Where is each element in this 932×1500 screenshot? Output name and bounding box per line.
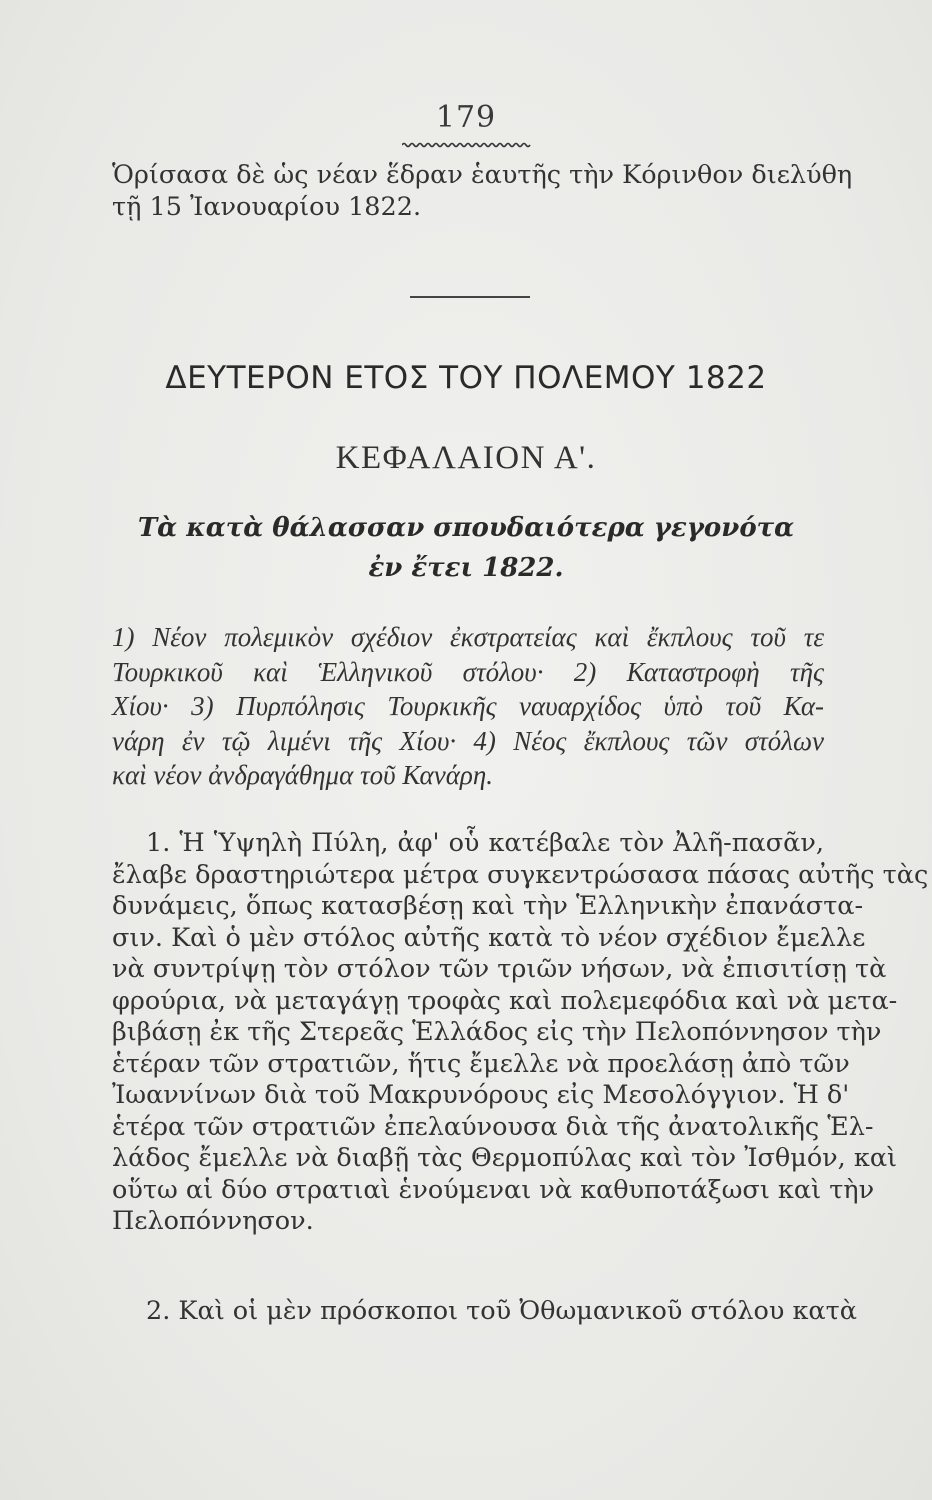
text-line: Ὁρίσασα δὲ ὡς νέαν ἕδραν ἑαυτῆς τὴν Κόρινθον διελύθη <box>112 160 853 190</box>
summary-line: νάρη ἐν τῷ λιμένι τῆς Χίου· 4) Νέος ἔκπλους τῶν στόλων <box>112 725 824 756</box>
text-line: ἑτέρα τῶν στρατιῶν ἐπελαύνουσα διὰ τῆς ἀνατολικῆς Ἑλ- <box>112 1111 874 1142</box>
text-line: φρούρια, νὰ μεταγάγῃ τροφὰς καὶ πολεμεφόδια καὶ νὰ μετα- <box>112 985 898 1016</box>
text-line: Ἰωαννίνων διὰ τοῦ Μακρυνόρους εἰς Μεσολόγγιον. Ἡ δ' <box>112 1080 850 1110</box>
text-line: οὕτω αἱ δύο στρατιαὶ ἑνούμεναι νὰ καθυποτάξωσι καὶ τὴν <box>112 1174 875 1205</box>
summary-line: 1) Νέον πολεμικὸν σχέδιον ἐκστρατείας καὶ ἔκπλους τοῦ τε <box>112 622 824 652</box>
ornamental-rule <box>402 142 532 148</box>
text-line: Πελοπόννησον. <box>112 1206 314 1236</box>
chapter-title-line: Τὰ κατὰ θάλασσαν σπουδαιότερα γεγονότα <box>137 513 795 543</box>
text-line: λάδος ἔμελλε νὰ διαβῇ τὰς Θερμοπύλας καὶ τὸν Ἰσθμόν, καὶ <box>112 1143 898 1173</box>
chapter-summary <box>112 620 824 793</box>
text-line: 2. Καὶ οἱ μὲν πρόσκοποι τοῦ Ὀθωμανικοῦ στόλου κατὰ <box>146 1296 857 1326</box>
text-line: ἔλαβε δραστηριώτερα μέτρα συγκεντρώσασα πάσας αὐτῆς τὰς <box>112 859 929 890</box>
text-line: σιν. Καὶ ὁ μὲν στόλος αὐτῆς κατὰ τὸ νέον σχέδιον ἔμελλε <box>112 922 866 953</box>
text-line: δυνάμεις, ὅπως κατασβέσῃ καὶ τὴν Ἑλληνικὴν ἐπανάστα- <box>112 891 864 921</box>
section-divider <box>410 296 530 298</box>
summary-line: Τουρκικοῦ καὶ Ἑλληνικοῦ στόλου· 2) Καταστροφὴ τῆς <box>112 656 824 687</box>
text-line: 1. Ἡ Ὑψηλὴ Πύλη, ἀφ' οὗ κατέβαλε τὸν Ἀλῆ-πασᾶν, <box>146 828 824 858</box>
chapter-heading: ΚΕΦΑΛΑΙΟΝ Α'. <box>335 440 597 476</box>
paragraph-2 <box>112 1296 857 1328</box>
summary-line: καὶ νέον ἀνδραγάθημα τοῦ Κανάρη. <box>112 760 493 790</box>
opening-paragraph <box>112 160 853 223</box>
paragraph-1 <box>112 828 929 1238</box>
part-heading: ΔΕΥΤΕΡΟΝ ΕΤΟΣ ΤΟΥ ΠΟΛΕΜΟΥ 1822 <box>165 360 767 396</box>
text-line: τῇ 15 Ἰανουαρίου 1822. <box>112 191 422 222</box>
summary-line: Χίου· 3) Πυρπόλησις Τουρκικῆς ναυαρχίδος ὑπὸ τοῦ Κα- <box>112 691 824 721</box>
chapter-title-line: ἐν ἔτει 1822. <box>368 553 564 583</box>
chapter-title <box>0 508 932 588</box>
text-line: ἑτέραν τῶν στρατιῶν, ἥτις ἔμελλε νὰ προελάσῃ ἀπὸ τῶν <box>112 1048 850 1079</box>
page-number: 179 <box>435 100 497 135</box>
text-line: βιβάσῃ ἐκ τῆς Στερεᾶς Ἑλλάδος εἰς τὴν Πελοπόννησον τὴν <box>112 1017 882 1047</box>
text-line: νὰ συντρίψῃ τὸν στόλον τῶν τριῶν νήσων, νὰ ἐπισιτίσῃ τὰ <box>112 954 887 984</box>
